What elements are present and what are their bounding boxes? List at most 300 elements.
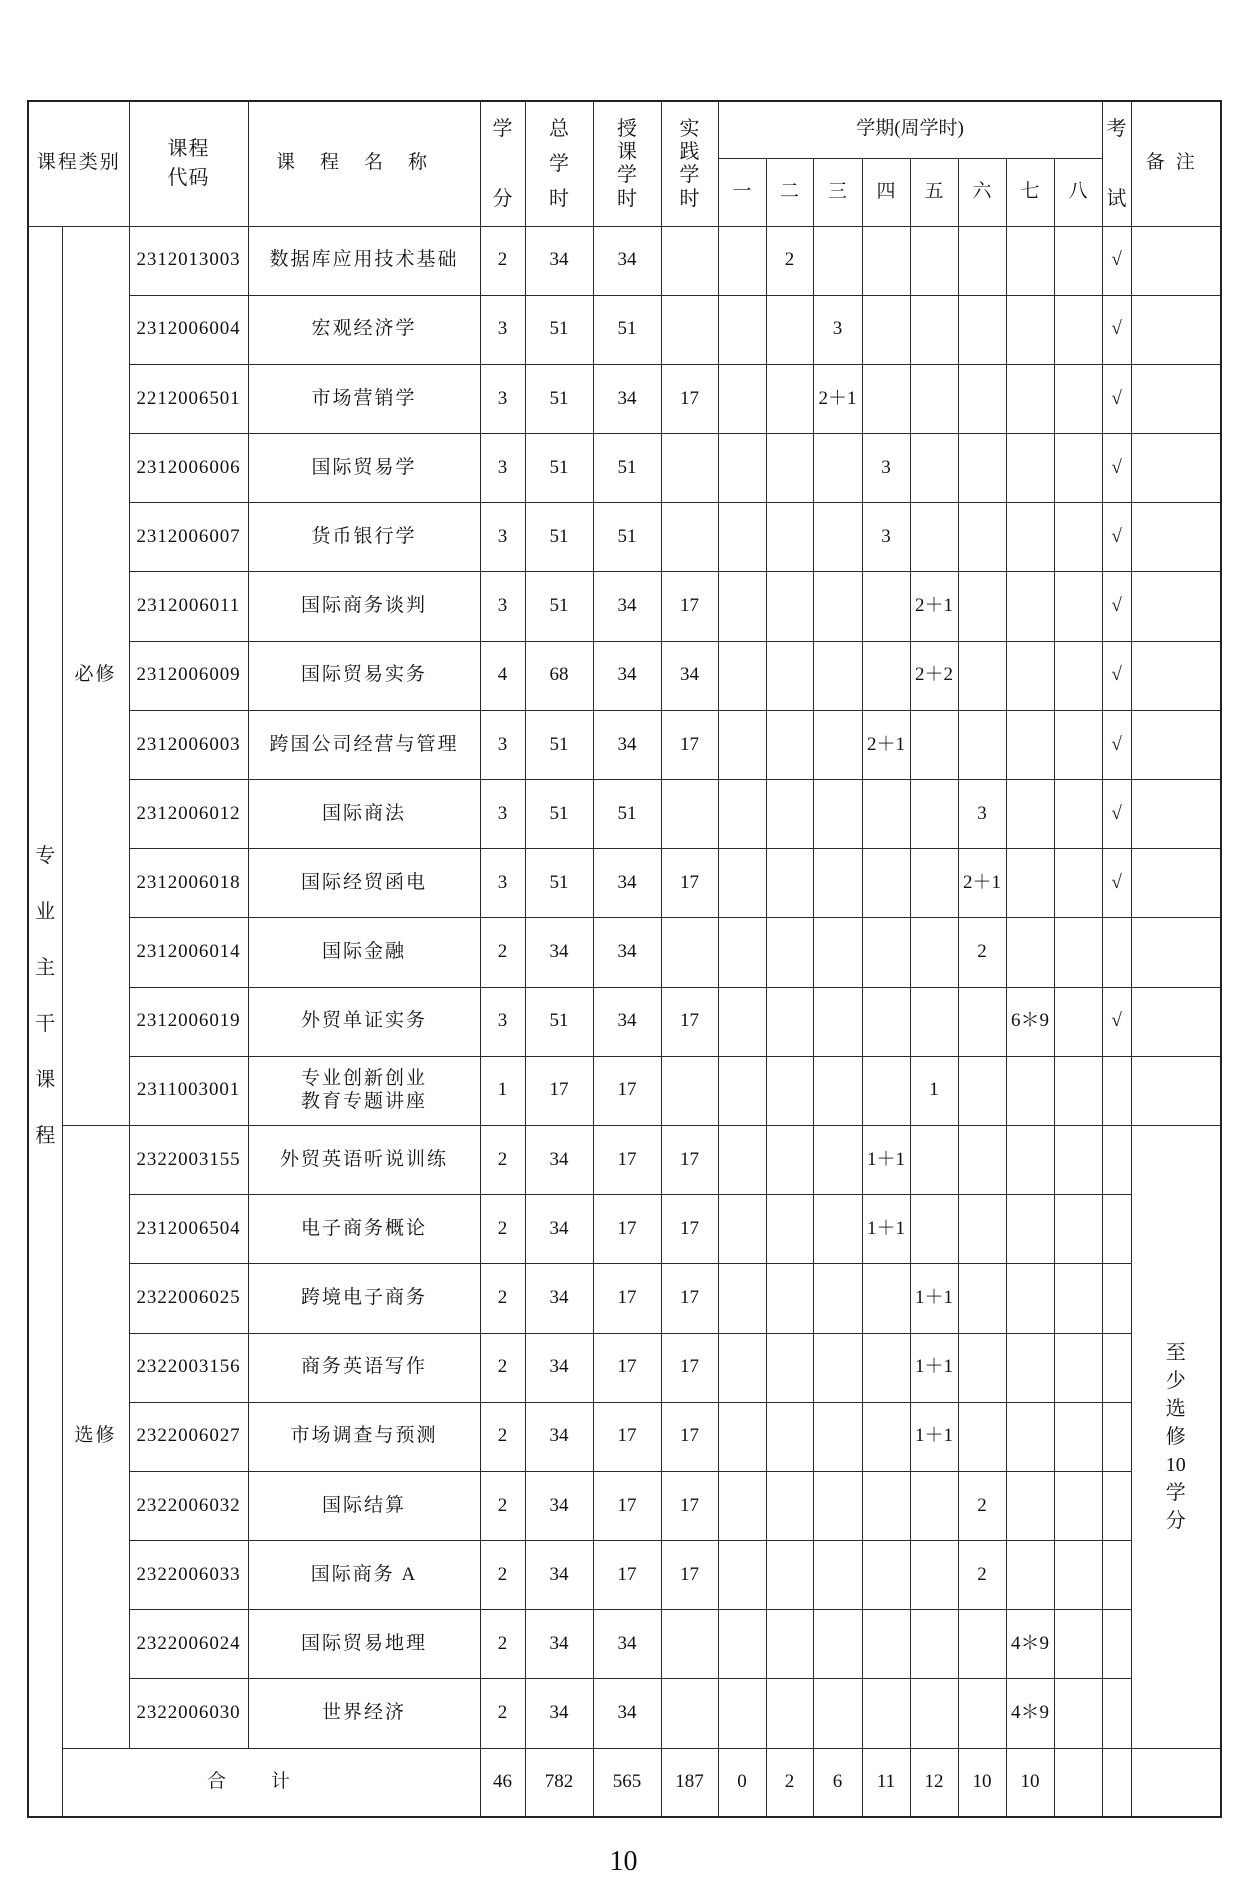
elective-remark	[1131, 1125, 1221, 1748]
semester-2-hours	[766, 1195, 813, 1264]
semester-3-hours	[813, 503, 862, 572]
semester-4-hours	[862, 1471, 910, 1540]
course-name: 外贸英语听说训练	[248, 1125, 480, 1194]
course-row	[28, 780, 1221, 849]
header-semester-8: 八	[1054, 158, 1102, 226]
semester-5-hours	[910, 226, 958, 295]
semester-1-hours	[718, 1195, 766, 1264]
semester-6-hours	[958, 364, 1006, 433]
course-practice-hours: 17	[661, 1333, 718, 1402]
remark-cell	[1131, 641, 1221, 710]
exam-mark	[1102, 1679, 1131, 1748]
semester-7-hours	[1006, 710, 1054, 779]
total-semester-6: 10	[958, 1748, 1006, 1817]
semester-2-hours	[766, 1056, 813, 1125]
semester-2-hours	[766, 987, 813, 1056]
semester-5-hours	[910, 364, 958, 433]
course-row	[28, 918, 1221, 987]
vertical-char: 业	[35, 901, 56, 924]
course-name: 外贸单证实务	[248, 987, 480, 1056]
semester-2-hours	[766, 1471, 813, 1540]
semester-4-hours	[862, 987, 910, 1056]
course-name: 国际商务谈判	[248, 572, 480, 641]
semester-6-hours	[958, 987, 1006, 1056]
course-code: 2212006501	[129, 364, 248, 433]
semester-7-hours	[1006, 780, 1054, 849]
semester-4-hours	[862, 572, 910, 641]
semester-5-hours	[910, 1125, 958, 1194]
header-lecture-hours	[593, 101, 661, 226]
vertical-char: 实	[679, 117, 700, 140]
semester-6-hours	[958, 434, 1006, 503]
total-exam	[1102, 1748, 1131, 1817]
vertical-text	[1103, 119, 1131, 209]
semester-7-hours	[1006, 572, 1054, 641]
semester-1-hours	[718, 1125, 766, 1194]
semester-3-hours	[813, 1195, 862, 1264]
total-semester-3: 6	[813, 1748, 862, 1817]
course-lecture-hours: 34	[593, 1679, 661, 1748]
remark-cell	[1131, 780, 1221, 849]
exam-mark	[1102, 1402, 1131, 1471]
semester-8-hours	[1054, 1264, 1102, 1333]
semester-3-hours	[813, 1056, 862, 1125]
course-row	[28, 641, 1221, 710]
header-code	[129, 101, 248, 226]
course-name: 国际贸易地理	[248, 1610, 480, 1679]
semester-4-hours	[862, 1056, 910, 1125]
course-row	[28, 1195, 1221, 1264]
semester-1-hours	[718, 710, 766, 779]
course-practice-hours: 17	[661, 1264, 718, 1333]
course-credits: 2	[480, 1679, 525, 1748]
remark-cell	[1131, 918, 1221, 987]
semester-1-hours	[718, 1264, 766, 1333]
course-practice-hours: 17	[661, 1402, 718, 1471]
semester-4-hours: 3	[862, 503, 910, 572]
semester-2-hours	[766, 572, 813, 641]
course-code: 2311003001	[129, 1056, 248, 1125]
semester-3-hours	[813, 1264, 862, 1333]
course-code: 2312006012	[129, 780, 248, 849]
course-lecture-hours: 34	[593, 1610, 661, 1679]
course-code: 2322006024	[129, 1610, 248, 1679]
header-semester-7: 七	[1006, 158, 1054, 226]
group-label: 必修	[62, 226, 129, 1125]
header-semester-5: 五	[910, 158, 958, 226]
course-practice-hours	[661, 226, 718, 295]
vertical-char: 分	[1165, 1509, 1186, 1532]
exam-mark: √	[1102, 226, 1131, 295]
semester-2-hours	[766, 918, 813, 987]
course-name: 世界经济	[248, 1679, 480, 1748]
course-total-hours: 68	[525, 641, 593, 710]
course-lecture-hours: 34	[593, 641, 661, 710]
exam-mark: √	[1102, 780, 1131, 849]
course-credits: 2	[480, 1264, 525, 1333]
exam-mark: √	[1102, 572, 1131, 641]
semester-6-hours	[958, 572, 1006, 641]
course-practice-hours: 17	[661, 987, 718, 1056]
semester-5-hours: 2＋2	[910, 641, 958, 710]
exam-mark	[1102, 1125, 1131, 1194]
semester-8-hours	[1054, 849, 1102, 918]
semester-3-hours	[813, 780, 862, 849]
semester-8-hours	[1054, 434, 1102, 503]
course-total-hours: 51	[525, 503, 593, 572]
course-total-hours: 51	[525, 780, 593, 849]
semester-6-hours	[958, 1264, 1006, 1333]
course-code: 2312006004	[129, 295, 248, 364]
course-total-hours: 17	[525, 1056, 593, 1125]
course-row	[28, 364, 1221, 433]
semester-4-hours	[862, 226, 910, 295]
semester-5-hours	[910, 987, 958, 1056]
remark-cell	[1131, 295, 1221, 364]
semester-8-hours	[1054, 226, 1102, 295]
exam-mark: √	[1102, 849, 1131, 918]
total-semester-5: 12	[910, 1748, 958, 1817]
header-exam	[1102, 101, 1131, 226]
semester-5-hours	[910, 434, 958, 503]
course-practice-hours	[661, 503, 718, 572]
semester-8-hours	[1054, 572, 1102, 641]
semester-1-hours	[718, 1402, 766, 1471]
course-row	[28, 226, 1221, 295]
course-credits: 3	[480, 987, 525, 1056]
vertical-char: 时	[679, 187, 700, 210]
semester-1-hours	[718, 918, 766, 987]
vertical-char: 学	[617, 164, 638, 187]
course-code: 2312006504	[129, 1195, 248, 1264]
course-total-hours: 34	[525, 918, 593, 987]
semester-1-hours	[718, 780, 766, 849]
course-lecture-hours: 51	[593, 780, 661, 849]
course-practice-hours	[661, 918, 718, 987]
semester-2-hours	[766, 710, 813, 779]
header-row-1	[28, 101, 1221, 158]
exam-mark	[1102, 1610, 1131, 1679]
exam-mark: √	[1102, 641, 1131, 710]
semester-5-hours	[910, 918, 958, 987]
semester-1-hours	[718, 226, 766, 295]
semester-4-hours	[862, 918, 910, 987]
total-semester-2: 2	[766, 1748, 813, 1817]
course-lecture-hours: 34	[593, 364, 661, 433]
course-credits: 2	[480, 1541, 525, 1610]
semester-8-hours	[1054, 987, 1102, 1056]
semester-3-hours	[813, 226, 862, 295]
course-credits: 3	[480, 780, 525, 849]
vertical-char: 主	[35, 957, 56, 980]
header-semester-2: 二	[766, 158, 813, 226]
exam-mark: √	[1102, 710, 1131, 779]
semester-8-hours	[1054, 1610, 1102, 1679]
semester-6-hours	[958, 1402, 1006, 1471]
total-semester-4: 11	[862, 1748, 910, 1817]
total-label: 合计	[62, 1748, 480, 1817]
course-row	[28, 1541, 1221, 1610]
course-code: 2322006033	[129, 1541, 248, 1610]
course-row	[28, 1402, 1221, 1471]
course-name: 国际贸易实务	[248, 641, 480, 710]
remark-cell	[1131, 987, 1221, 1056]
course-code: 2312006009	[129, 641, 248, 710]
course-credits: 2	[480, 1195, 525, 1264]
semester-7-hours	[1006, 1333, 1054, 1402]
semester-2-hours	[766, 849, 813, 918]
course-row	[28, 1056, 1221, 1125]
course-credits: 2	[480, 918, 525, 987]
semester-7-hours	[1006, 364, 1054, 433]
semester-1-hours	[718, 849, 766, 918]
course-row	[28, 572, 1221, 641]
vertical-text	[662, 119, 718, 209]
course-total-hours: 34	[525, 1541, 593, 1610]
vertical-char: 干	[35, 1013, 56, 1036]
course-lecture-hours: 34	[593, 710, 661, 779]
course-total-hours: 34	[525, 1125, 593, 1194]
vertical-char: 课	[617, 141, 638, 164]
semester-4-hours: 1＋1	[862, 1125, 910, 1194]
semester-5-hours	[910, 1679, 958, 1748]
course-practice-hours: 17	[661, 1471, 718, 1540]
exam-mark	[1102, 1471, 1131, 1540]
remark-cell	[1131, 226, 1221, 295]
course-code: 2322003155	[129, 1125, 248, 1194]
course-code: 2312006014	[129, 918, 248, 987]
semester-1-hours	[718, 641, 766, 710]
course-code: 2312006011	[129, 572, 248, 641]
header-total-hours	[525, 101, 593, 226]
vertical-char: 至	[1165, 1341, 1186, 1364]
course-name: 国际商法	[248, 780, 480, 849]
course-total-hours: 34	[525, 1333, 593, 1402]
course-row	[28, 434, 1221, 503]
course-row	[28, 1264, 1221, 1333]
total-credits: 46	[480, 1748, 525, 1817]
semester-5-hours	[910, 503, 958, 572]
header-semester-4: 四	[862, 158, 910, 226]
course-lecture-hours: 17	[593, 1333, 661, 1402]
semester-5-hours	[910, 849, 958, 918]
vertical-char: 考	[1106, 117, 1127, 140]
course-lecture-hours: 17	[593, 1541, 661, 1610]
course-credits: 4	[480, 641, 525, 710]
vertical-char: 10	[1165, 1453, 1186, 1476]
total-remark	[1131, 1748, 1221, 1817]
course-practice-hours: 34	[661, 641, 718, 710]
course-total-hours: 51	[525, 295, 593, 364]
course-practice-hours	[661, 780, 718, 849]
semester-4-hours: 3	[862, 434, 910, 503]
exam-mark	[1102, 1541, 1131, 1610]
header-category: 课程类别	[28, 101, 129, 226]
course-row	[28, 503, 1221, 572]
course-practice-hours	[661, 295, 718, 364]
exam-mark	[1102, 1333, 1131, 1402]
course-name: 跨国公司经营与管理	[248, 710, 480, 779]
header-semester-1: 一	[718, 158, 766, 226]
semester-5-hours: 1＋1	[910, 1333, 958, 1402]
course-credits: 3	[480, 364, 525, 433]
semester-6-hours: 2	[958, 1471, 1006, 1540]
course-name: 国际商务 A	[248, 1541, 480, 1610]
course-lecture-hours: 17	[593, 1471, 661, 1540]
vertical-char: 选	[1165, 1397, 1186, 1420]
course-code: 2322006032	[129, 1471, 248, 1540]
semester-8-hours	[1054, 918, 1102, 987]
vertical-char: 授	[617, 117, 638, 140]
course-total-hours: 34	[525, 1264, 593, 1333]
semester-2-hours	[766, 1264, 813, 1333]
course-row	[28, 1471, 1221, 1540]
semester-8-hours	[1054, 1471, 1102, 1540]
vertical-char: 学	[1165, 1481, 1186, 1504]
semester-2-hours: 2	[766, 226, 813, 295]
course-name: 电子商务概论	[248, 1195, 480, 1264]
remark-cell	[1131, 364, 1221, 433]
semester-1-hours	[718, 1056, 766, 1125]
semester-8-hours	[1054, 503, 1102, 572]
semester-7-hours: 4＊9	[1006, 1610, 1054, 1679]
exam-mark: √	[1102, 295, 1131, 364]
course-code: 2322006025	[129, 1264, 248, 1333]
total-semester-1: 0	[718, 1748, 766, 1817]
course-code: 2312006018	[129, 849, 248, 918]
semester-6-hours	[958, 1333, 1006, 1402]
semester-2-hours	[766, 1333, 813, 1402]
course-lecture-hours: 34	[593, 987, 661, 1056]
course-code: 2312006006	[129, 434, 248, 503]
course-name: 市场调查与预测	[248, 1402, 480, 1471]
remark-cell	[1131, 572, 1221, 641]
semester-7-hours: 4＊9	[1006, 1679, 1054, 1748]
semester-1-hours	[718, 1679, 766, 1748]
vertical-char: 程	[35, 1125, 56, 1148]
semester-2-hours	[766, 1541, 813, 1610]
course-total-hours: 51	[525, 849, 593, 918]
vertical-text	[1132, 1343, 1221, 1531]
header-code-line-1: 课程	[167, 137, 210, 160]
course-credits: 3	[480, 503, 525, 572]
semester-7-hours	[1006, 1125, 1054, 1194]
course-lecture-hours: 17	[593, 1402, 661, 1471]
semester-8-hours	[1054, 1195, 1102, 1264]
semester-1-hours	[718, 1610, 766, 1679]
semester-2-hours	[766, 780, 813, 849]
semester-6-hours	[958, 295, 1006, 364]
course-practice-hours: 17	[661, 1195, 718, 1264]
curriculum-table	[27, 100, 1222, 1818]
semester-4-hours	[862, 1333, 910, 1402]
course-lecture-hours: 34	[593, 918, 661, 987]
course-row	[28, 849, 1221, 918]
remark-cell	[1131, 434, 1221, 503]
course-row	[28, 710, 1221, 779]
semester-5-hours	[910, 1471, 958, 1540]
course-total-hours: 34	[525, 1679, 593, 1748]
course-row	[28, 1679, 1221, 1748]
total-total-hours: 782	[525, 1748, 593, 1817]
exam-mark	[1102, 918, 1131, 987]
total-practice-hours: 187	[661, 1748, 718, 1817]
exam-mark	[1102, 1264, 1131, 1333]
semester-3-hours	[813, 849, 862, 918]
header-practice-hours	[661, 101, 718, 226]
course-code: 2312006019	[129, 987, 248, 1056]
semester-8-hours	[1054, 1056, 1102, 1125]
exam-mark	[1102, 1056, 1131, 1125]
header-code-line-2: 代码	[167, 166, 210, 189]
table-header	[28, 101, 1221, 226]
total-lecture-hours: 565	[593, 1748, 661, 1817]
semester-7-hours	[1006, 226, 1054, 295]
semester-8-hours	[1054, 1679, 1102, 1748]
course-name: 国际贸易学	[248, 434, 480, 503]
semester-5-hours	[910, 780, 958, 849]
semester-3-hours	[813, 710, 862, 779]
semester-6-hours	[958, 641, 1006, 710]
semester-4-hours: 2＋1	[862, 710, 910, 779]
semester-4-hours	[862, 1679, 910, 1748]
semester-1-hours	[718, 1333, 766, 1402]
course-total-hours: 51	[525, 434, 593, 503]
exam-mark: √	[1102, 434, 1131, 503]
semester-1-hours	[718, 295, 766, 364]
semester-4-hours	[862, 641, 910, 710]
semester-2-hours	[766, 364, 813, 433]
course-credits: 2	[480, 1471, 525, 1540]
course-lecture-hours: 17	[593, 1264, 661, 1333]
course-practice-hours: 17	[661, 572, 718, 641]
semester-6-hours: 2＋1	[958, 849, 1006, 918]
semester-5-hours	[910, 1541, 958, 1610]
semester-7-hours	[1006, 503, 1054, 572]
remark-cell	[1131, 503, 1221, 572]
semester-8-hours	[1054, 641, 1102, 710]
semester-3-hours: 3	[813, 295, 862, 364]
semester-6-hours	[958, 1195, 1006, 1264]
semester-8-hours	[1054, 1541, 1102, 1610]
semester-6-hours	[958, 1610, 1006, 1679]
course-name: 宏观经济学	[248, 295, 480, 364]
course-name: 数据库应用技术基础	[248, 226, 480, 295]
vertical-char: 学	[492, 117, 513, 140]
semester-3-hours	[813, 1402, 862, 1471]
course-lecture-hours: 34	[593, 572, 661, 641]
semester-7-hours	[1006, 1541, 1054, 1610]
semester-8-hours	[1054, 364, 1102, 433]
course-lecture-hours: 34	[593, 226, 661, 295]
course-lecture-hours: 51	[593, 503, 661, 572]
course-code: 2312006007	[129, 503, 248, 572]
course-practice-hours	[661, 434, 718, 503]
semester-7-hours	[1006, 1056, 1054, 1125]
semester-1-hours	[718, 1471, 766, 1540]
semester-1-hours	[718, 364, 766, 433]
semester-3-hours	[813, 434, 862, 503]
semester-4-hours	[862, 295, 910, 364]
header-name: 课程名称	[248, 101, 480, 226]
course-credits: 2	[480, 1610, 525, 1679]
header-semester-6: 六	[958, 158, 1006, 226]
course-credits: 3	[480, 295, 525, 364]
semester-5-hours: 2＋1	[910, 572, 958, 641]
vertical-char: 总	[549, 117, 570, 140]
course-name: 货币银行学	[248, 503, 480, 572]
course-total-hours: 34	[525, 1402, 593, 1471]
